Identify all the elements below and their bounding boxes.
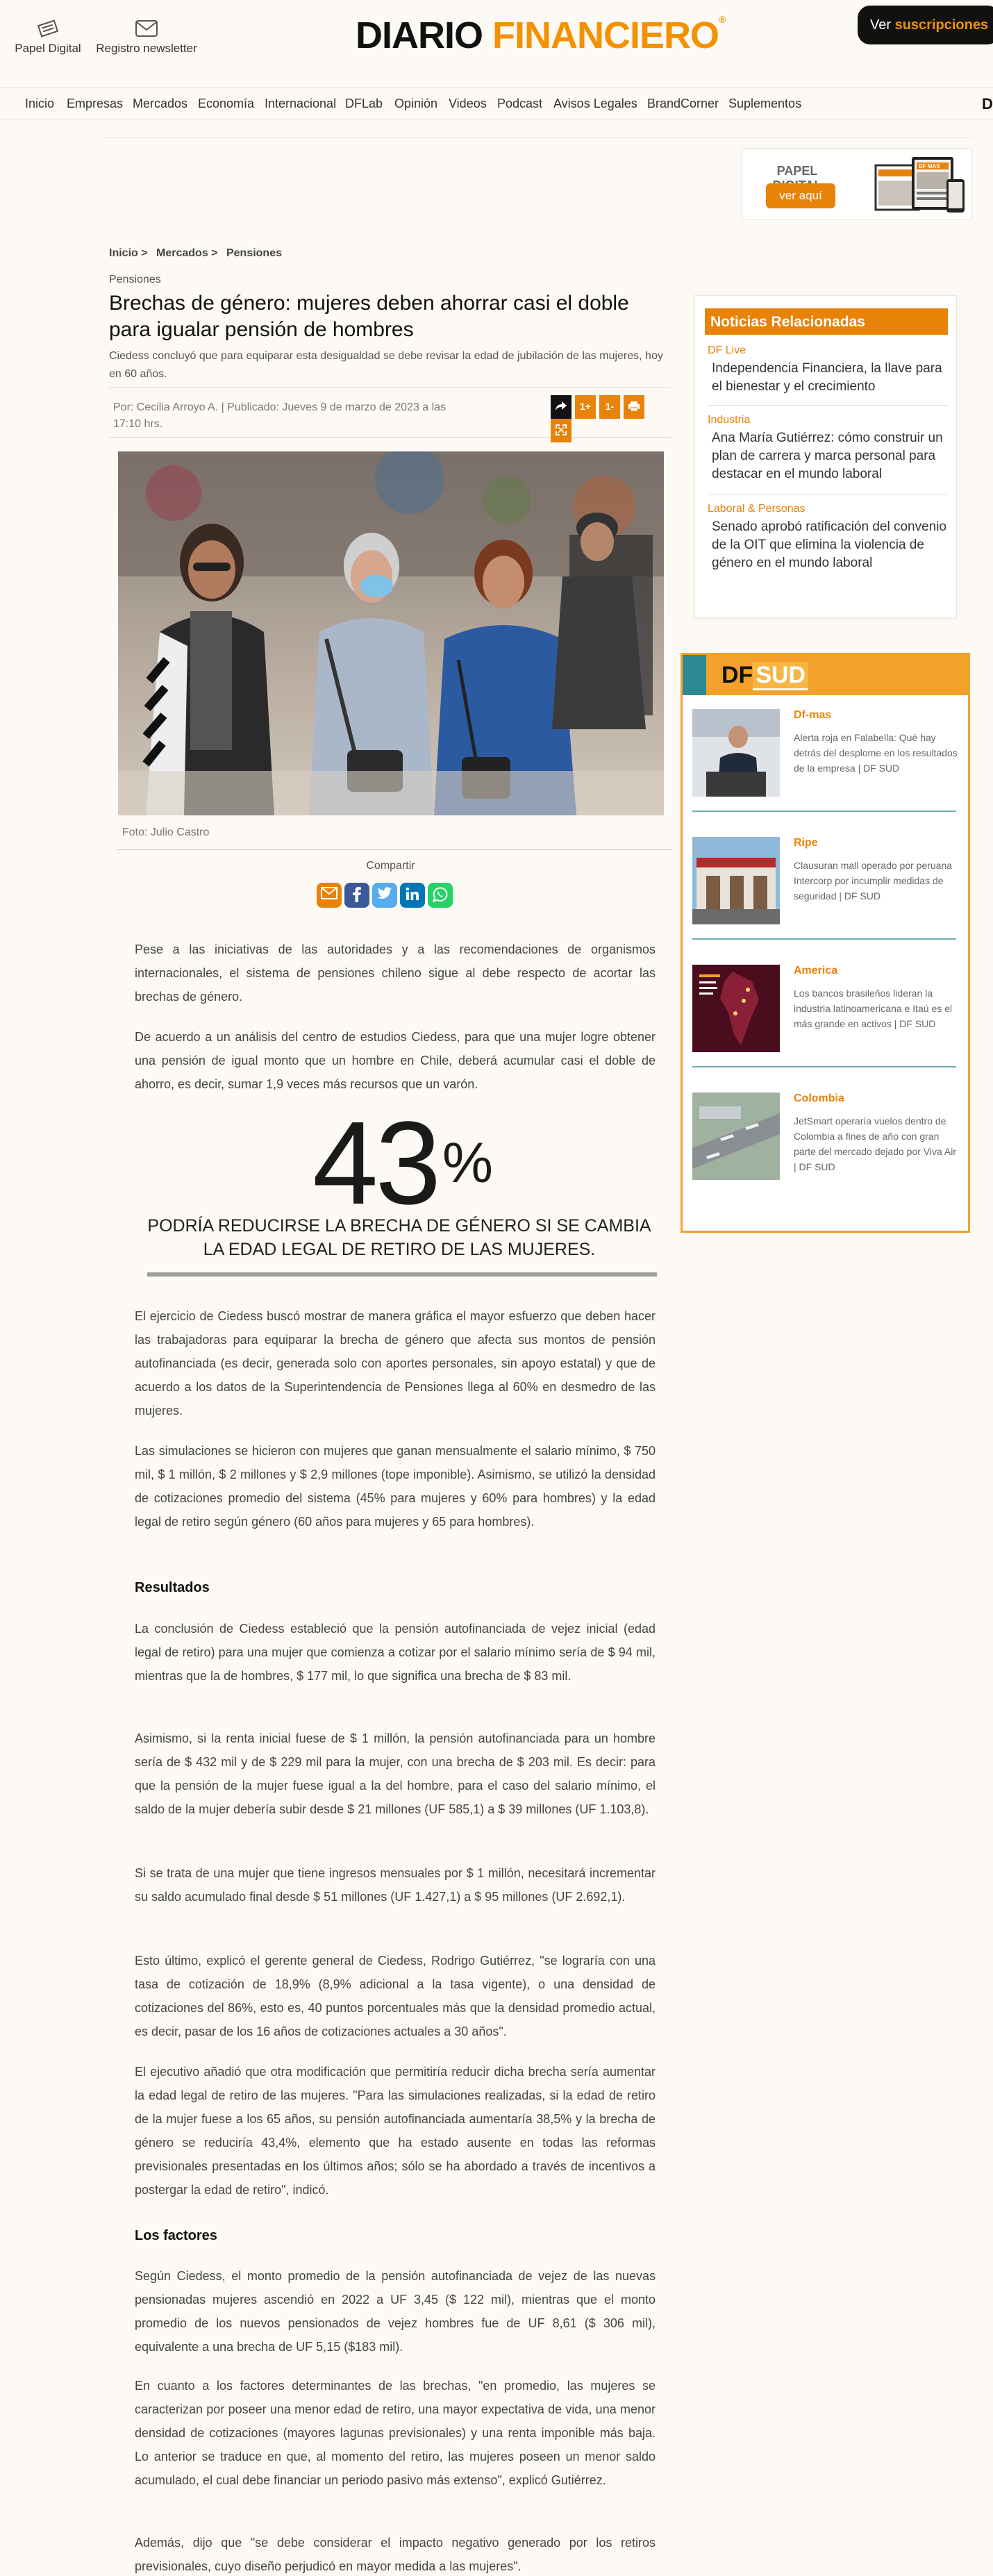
font-increase-button[interactable]: 1+ [575, 395, 596, 419]
share-facebook-button[interactable] [344, 883, 369, 908]
nav-item-dflab[interactable]: DFLab [345, 97, 383, 110]
article-paragraph: El ejecutivo añadió que otra modificación que permitiría reducir dicha brecha sería aumentar la edad legal de retiro de las mujeres. "Para las simulaciones realizadas, si la edad de retiro de la mujer fuese a los 65 años, su pensión autofinanciada aumentaría 38,5% y la brecha de género se reduciría 43,4%, elemento que ha estado ausente en todas las reformas previsionales presentadas en los últimos años; sólo se ha abordado a través de incentivos a postergar la edad de retiro", indicó. [135, 2065, 656, 2197]
related-item-category[interactable]: Laboral & Personas [708, 503, 806, 515]
nav-item-internacional[interactable]: Internacional [265, 97, 337, 110]
article-paragraph: Según Ciedess, el monto promedio de la pensión autofinanciada de vejez de las nuevas pensionadas mujeres ascendió en 2022 a UF 3,45 ($ 122 mil), mientras que el monto promedio de los nuevos pensionados de vejez hombres fue de UF 8,61 ($ 306 mil), equivalente a una brecha de UF 5,15 ($183 mil). [135, 2269, 656, 2354]
site-header [0, 0, 993, 69]
article-paragraph: Asimismo, si la renta inicial fuese de $ 1 millón, la pensión autofinanciada para un hombre sería de $ 432 mil y de $ 229 mil para la mujer, con una brecha de $ 203 mil. Es decir: para que la pensión de la mujer fuese igual a la del hombre, para el caso del salario mínimo, el saldo de la mujer debería subir desde $ 21 millones (UF 585,1) a $ 39 millones (UF 1.103,8). [135, 1731, 656, 1816]
df-sud-thumbnail[interactable] [692, 965, 780, 1052]
df-sud-item[interactable] [692, 965, 956, 1067]
nav-item-avisos-legales[interactable]: Avisos Legales [553, 97, 637, 110]
newspaper-icon [36, 19, 60, 38]
df-sud-thumbnail[interactable] [692, 837, 780, 924]
nav-item-podcast[interactable]: Podcast [497, 97, 543, 110]
subscribe-bold: suscripciones [894, 17, 989, 33]
paper-promo-title: PAPEL [776, 164, 818, 178]
breadcrumb-mercados[interactable]: Mercados > [156, 247, 218, 259]
df-sud-item-category[interactable]: America [794, 965, 838, 977]
stat-number: 43 [312, 1097, 439, 1229]
newsletter-link[interactable] [89, 19, 204, 56]
street-scene-illustration [118, 451, 664, 815]
share-whatsapp-button[interactable] [428, 883, 453, 908]
article-headline: Brechas de género: mujeres deben ahorrar casi el doble para igualar pensión de hombres [109, 292, 629, 341]
df-sud-item-category[interactable]: Df-mas [794, 709, 832, 721]
share-twitter-button[interactable] [372, 883, 397, 908]
whatsapp-icon [433, 887, 448, 902]
share-arrow-button[interactable] [551, 395, 571, 419]
logo-part2: FINANCIERO [492, 15, 719, 56]
paper-promo-button[interactable]: ver aquí [766, 183, 835, 208]
df-sud-accent [683, 655, 706, 695]
df-sud-item-title[interactable]: JetSmart operaría vuelos dentro de Colombia a fines de año con gran parte del mercado dejado por Viva Air | DF SUD [794, 1115, 956, 1172]
df-sud-item-category[interactable]: Ripe [794, 837, 818, 849]
article-paragraph: Además, dijo que "se debe considerar el impacto negativo generado por los retiros previsionales, cuyo diseño perjudicó en mayor medida a las mujeres". [135, 2536, 656, 2573]
site-logo[interactable] [356, 14, 725, 57]
paper-digital-promo [742, 148, 972, 220]
fullscreen-button[interactable] [551, 419, 571, 442]
df-sud-item-title[interactable]: Alerta roja en Falabella: Qué hay detrás del desplome en los resultados de la empresa | DF SUD [794, 732, 958, 774]
article-paragraph: En cuanto a los factores determinantes de las brechas, "en promedio, las mujeres se caracterizan por poseer una menor edad de retiro, una mayor expectativa de vida, una menor densidad de cotizaciones (mayores lagunas previsionales) y una renta imponible más baja. Lo anterior se traduce en que, al momento del retiro, las mujeres poseen un menor saldo acumulado, el cual debe financiar un periodo pasivo más extenso", explicó Gutiérrez. [135, 2379, 656, 2487]
df-sud-divider [692, 811, 956, 812]
df-sud-item-title[interactable]: Los bancos brasileños lideran la industria latinoamericana e Itaú es el más grande en activos | DF SUD [794, 988, 953, 1029]
nav-item-economia[interactable]: Economía [198, 97, 255, 110]
subheading-resultados: Resultados [135, 1580, 210, 1595]
devices-illustration [870, 153, 967, 217]
nav-overflow-item[interactable]: D [982, 95, 993, 113]
font-decrease-button[interactable]: 1- [599, 395, 620, 419]
share-label: Compartir [366, 860, 415, 872]
linkedin-icon [406, 887, 419, 901]
df-sud-header [683, 655, 968, 695]
article-paragraph: Esto último, explicó el gerente general de Ciedess, Rodrigo Gutiérrez, "se lograría con una tasa de cotización de 18,9% (8,9% adicional a la tasa vigente), o una densidad de cotizaciones del 86%, esto es, 40 puntos porcentuales más que la densidad promedio actual, es decir, pasar de los 16 años de cotizaciones actuales a 30 años". [135, 1954, 656, 2038]
related-news [694, 295, 957, 618]
df-sud-logo[interactable] [721, 662, 808, 689]
related-item[interactable] [708, 414, 948, 495]
df-sud-thumbnail[interactable] [692, 709, 780, 797]
article-paragraph: El ejercicio de Ciedess buscó mostrar de manera gráfica el mayor esfuerzo que deben hacer las trabajadoras para equiparar la brecha de género que afecta sus montos de pensión autofinanciada (es decir, generada solo con aportes personales, sin apoyo estatal) y que de acuerdo a los datos de la Superintendencia de Pensiones llega al 60% en desmedro de las mujeres. [135, 1309, 656, 1418]
nav-item-opinion[interactable]: Opinión [394, 97, 438, 110]
subheading-los-factores: Los factores [135, 2228, 217, 2243]
stat-unit: % [442, 1131, 493, 1195]
related-item-title[interactable]: Ana María Gutiérrez: cómo construir un plan de carrera y marca personal para destacar en el mundo laboral [712, 431, 943, 481]
df-sud-item[interactable] [692, 837, 956, 940]
related-news-title: Noticias Relacionadas [705, 308, 948, 335]
nav-item-brandcorner[interactable]: BrandCorner [647, 97, 719, 110]
logo-part1: DIARIO [356, 15, 483, 56]
main-nav [0, 88, 993, 119]
df-sud-widget [681, 653, 970, 1233]
df-sud-divider [692, 1066, 956, 1067]
print-button[interactable] [624, 395, 644, 419]
devices-label: DF MAS [919, 163, 940, 169]
article-tools [551, 395, 671, 442]
share-arrow-icon [555, 401, 567, 412]
df-sud-thumbnail[interactable] [692, 1092, 780, 1180]
share-linkedin-button[interactable] [400, 883, 425, 908]
article-paragraph: La conclusión de Ciedess estableció que la pensión autofinanciada de vejez inicial (edad legal de retiro) para una mujer que comienza a cotizar por el salario mínimo sería de $ 94 mil, mientras que la de hombres, $ 177 mil, lo que significa una brecha de $ 83 mil. [135, 1622, 656, 1683]
printer-icon [628, 401, 640, 412]
nav-item-videos[interactable]: Videos [449, 97, 487, 110]
email-icon [321, 887, 337, 899]
article-paragraph: Pese a las iniciativas de las autoridades y a las recomendaciones de organismos internacionales, el sistema de pensiones chileno sigue al debe respecto de acortar las brechas de género. [135, 942, 656, 1004]
article-kicker[interactable]: Pensiones [109, 274, 161, 285]
latam-map-thumb [692, 965, 780, 1052]
df-sud-logo-sud: SUD [753, 662, 808, 690]
airport-aerial-thumb [692, 1092, 780, 1180]
related-item-category[interactable]: Industria [708, 414, 751, 426]
df-sud-logo-df: DF [721, 662, 753, 688]
breadcrumb [109, 247, 287, 260]
newsletter-label: Registro newsletter [96, 42, 197, 55]
expand-icon [556, 424, 567, 435]
related-item[interactable] [708, 503, 948, 601]
subscribe-prefix: Ver [870, 17, 892, 33]
df-sud-item-title[interactable]: Clausuran mall operado por peruana Intercorp por incumplir medidas de seguridad | DF SUD [794, 860, 953, 901]
stat-description: PODRÍA REDUCIRSE LA BRECHA DE GÉNERO SI SE CAMBIA LA EDAD LEGAL DE RETIRO DE LAS MUJERES. [147, 1216, 651, 1259]
share-buttons [317, 883, 456, 908]
article-photo [118, 451, 664, 815]
related-item[interactable] [708, 344, 948, 406]
related-item-title[interactable]: Independencia Financiera, la llave para el bienestar y el crecimiento [712, 361, 942, 394]
logo-mark: ® [719, 14, 726, 25]
envelope-icon [135, 19, 158, 38]
article-paragraph: De acuerdo a un análisis del centro de estudios Ciedess, para que una mujer logre obtener una pensión de igual monto que un hombre en Chile, deberá acumular casi el doble de ahorro, es decir, sumar 1,9 veces más recursos que un varón. [135, 1030, 656, 1091]
nav-item-empresas[interactable]: Empresas [67, 97, 124, 110]
subscriptions-button[interactable] [858, 6, 993, 44]
nav-item-suplementos[interactable]: Suplementos [728, 97, 802, 110]
article-dek: Ciedess concluyó que para equiparar esta desigualdad se debe revisar la edad de jubilación de las mujeres, hoy en 60 años. [109, 350, 663, 380]
byline-bar [109, 388, 671, 438]
breadcrumb-inicio[interactable]: Inicio > [109, 247, 148, 259]
df-sud-item-category[interactable]: Colombia [794, 1092, 844, 1104]
executive-portrait-thumb [692, 709, 780, 797]
share-email-button[interactable] [317, 883, 342, 908]
nav-item-mercados[interactable]: Mercados [133, 97, 188, 110]
related-item-category[interactable]: DF Live [708, 344, 746, 356]
paper-digital-link[interactable] [10, 19, 86, 56]
df-sud-divider [692, 938, 956, 940]
breadcrumb-pensiones[interactable]: Pensiones [226, 247, 282, 259]
stat-divider [147, 1272, 657, 1277]
facebook-icon [352, 887, 362, 902]
article-byline: Por: Cecilia Arroyo A. | Publicado: Jueves 9 de marzo de 2023 a las 17:10 hrs. [113, 401, 447, 430]
article-paragraph: Si se trata de una mujer que tiene ingresos mensuales por $ 1 millón, necesitará incrementar su saldo acumulado final desde $ 51 millones (UF 1.427,1) a $ 95 millones (UF 2.692,1). [135, 1866, 656, 1904]
related-item-title[interactable]: Senado aprobó ratificación del convenio de la OIT que elimina la violencia de género en el mundo laboral [712, 520, 947, 570]
df-sud-item[interactable] [692, 1092, 956, 1195]
mall-building-thumb [692, 837, 780, 924]
article-paragraph: Las simulaciones se hicieron con mujeres que ganan mensualmente el salario mínimo, $ 750 mil, $ 1 millón, $ 2 millones y $ 2,9 millones (tope imponible). Asimismo, se utilizó la densidad de cotizaciones promedio del sistema (45% para mujeres y 60% para hombres) y la edad legal de retiro según género (60 años para mujeres y 65 para hombres). [135, 1444, 656, 1529]
paper-digital-label: Papel Digital [15, 42, 81, 55]
twitter-icon [377, 887, 392, 899]
df-sud-item[interactable] [692, 709, 956, 812]
nav-item-inicio[interactable]: Inicio [25, 97, 55, 110]
photo-caption: Foto: Julio Castro [117, 820, 672, 850]
